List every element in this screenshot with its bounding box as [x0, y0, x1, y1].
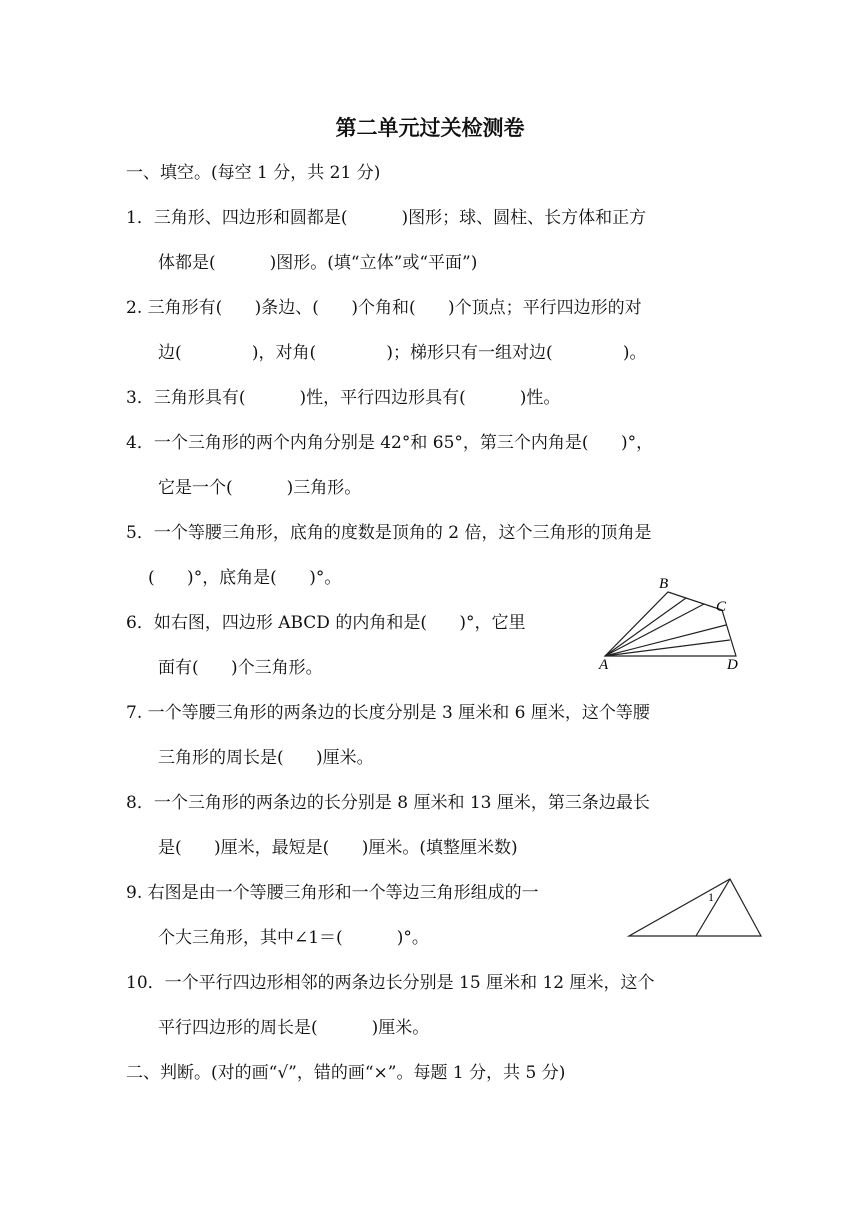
quadrilateral-abcd-figure: [595, 570, 775, 673]
section-2-heading: 二、判断。(对的画“√”，错的画“×”。每题 1 分，共 5 分): [126, 1063, 566, 1083]
vertex-label-d: D: [727, 657, 738, 673]
question-10-line-2: 平行四边形的周长是( )厘米。: [158, 1018, 430, 1038]
section-1-heading: 一、填空。(每空 1 分，共 21 分): [126, 163, 381, 183]
question-8-line-1: 8．一个三角形的两条边的长分别是 8 厘米和 13 厘米，第三条边最长: [126, 793, 650, 813]
question-5-line-1: 5．一个等腰三角形，底角的度数是顶角的 2 倍，这个三角形的顶角是: [126, 523, 652, 543]
question-2-line-1: 2. 三角形有( )条边、( )个角和( )个顶点；平行四边形的对: [126, 298, 642, 318]
vertex-label-a: A: [599, 657, 609, 673]
question-9-line-2: 个大三角形，其中∠1＝( )°。: [158, 928, 429, 948]
question-6-line-1: 6．如右图，四边形 ABCD 的内角和是( )°，它里: [126, 613, 526, 633]
question-6-line-2: 面有( )个三角形。: [158, 658, 323, 678]
vertex-label-c: C: [716, 599, 727, 615]
question-2-line-2: 边( )，对角( )；梯形只有一组对边( )。: [158, 343, 647, 363]
question-9-line-1: 9. 右图是由一个等腰三角形和一个等边三角形组成的一: [126, 883, 539, 903]
angle-1-label: 1: [708, 890, 714, 904]
question-1-line-1: 1．三角形、四边形和圆都是( )图形；球、圆柱、长方体和正方: [126, 208, 647, 228]
question-4-line-1: 4．一个三角形的两个内角分别是 42°和 65°，第三个内角是( )°，: [126, 433, 654, 453]
question-1-line-2: 体都是( )图形。(填“立体”或“平面”): [158, 253, 478, 273]
triangle-angle-figure: [626, 876, 766, 940]
question-7-line-1: 7. 一个等腰三角形的两条边的长度分别是 3 厘米和 6 厘米，这个等腰: [126, 703, 650, 723]
question-3: 3．三角形具有( )性，平行四边形具有( )性。: [126, 388, 561, 408]
question-10-line-1: 10．一个平行四边形相邻的两条边长分别是 15 厘米和 12 厘米，这个: [126, 973, 655, 993]
question-7-line-2: 三角形的周长是( )厘米。: [158, 748, 374, 768]
question-4-line-2: 它是一个( )三角形。: [158, 478, 362, 498]
question-5-line-2: ( )°，底角是( )°。: [148, 568, 342, 588]
vertex-label-b: B: [659, 576, 669, 592]
question-8-line-2: 是( )厘米，最短是( )厘米。(填整厘米数): [158, 838, 518, 858]
page-title: 第二单元过关检测卷: [335, 116, 525, 140]
